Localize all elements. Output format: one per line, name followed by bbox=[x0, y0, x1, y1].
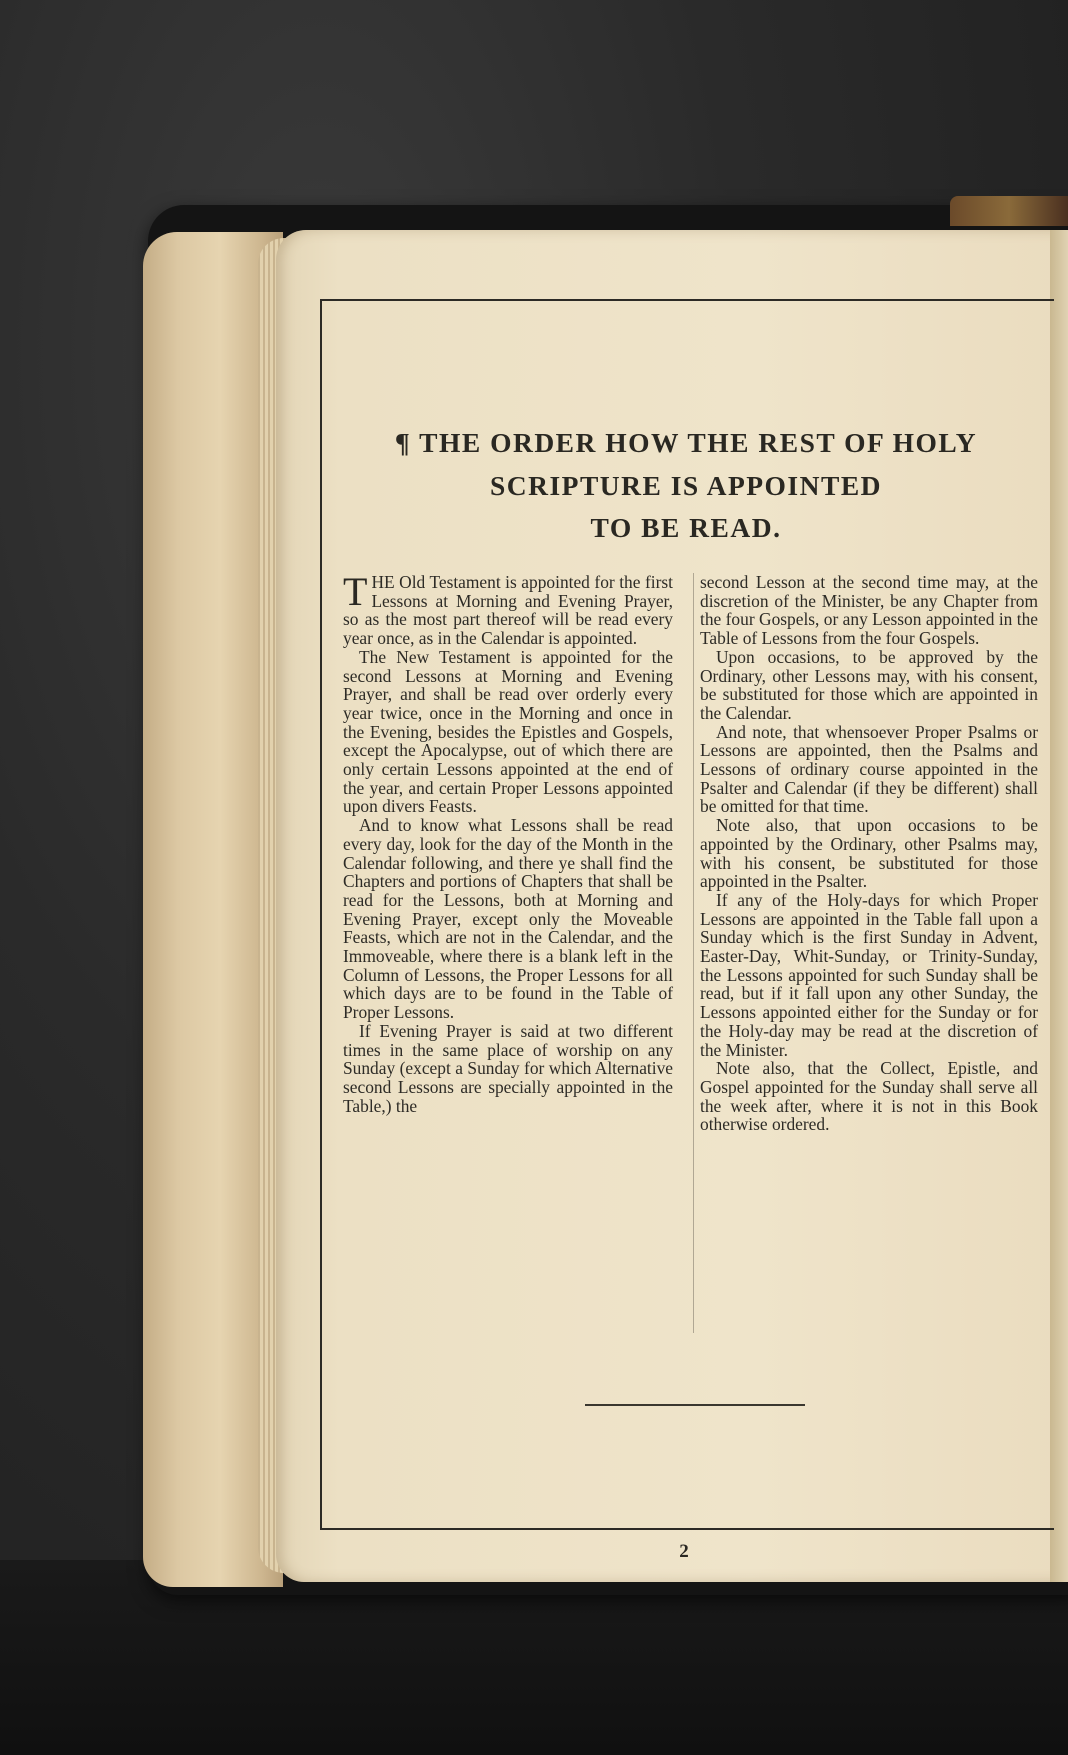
paragraph: If Evening Prayer is said at two different times in the same place of worship on any Sunday (except a Sunday for which Alternative second Lessons are specially appointed in the Table,) the bbox=[343, 1020, 673, 1116]
left-column bbox=[343, 569, 673, 1116]
drop-cap: T bbox=[343, 569, 368, 614]
page-title-line-1: ¶ THE ORDER HOW THE REST OF HOLY bbox=[394, 427, 978, 458]
paragraph bbox=[343, 569, 673, 649]
end-rule bbox=[585, 1404, 805, 1406]
paragraph: And to know what Lessons shall be read every day, look for the day of the Month in the Calendar following, and there ye shall find the Chapters and portions of Chapters that shall be read for the Lessons, both at Morning and Evening Prayer, except only the Moveable Feasts, which are not in the Calendar, and the Immoveable, where there is a blank left in the Column of Lessons, the Proper Lessons for all which days are to be found in the Table of Proper Lessons. bbox=[343, 815, 673, 1023]
paragraph: The New Testament is appointed for the second Lessons at Morning and Evening Prayer, and shall be read over orderly every year twice, once in the Morning and once in the Evening, besides the Epistles and Gospels, except the Apocalypse, out of which there are only certain Lessons appointed at the end of the year, and certain Proper Lessons appointed upon divers Feasts. bbox=[343, 646, 673, 817]
paragraph: And note, that whensoever Proper Psalms or Lessons are appointed, then the Psalms and Lessons of ordinary course appointed in the Psalter and Calendar (if they be different) shall be omitted for that time. bbox=[700, 721, 1038, 817]
page-number: 2 bbox=[679, 1541, 689, 1562]
paragraph: If any of the Holy-days for which Proper Lessons are appointed in the Table fall upon a Sunday which is the first Sunday in Advent, Easter-Day, Whit-Sunday, or Trinity-Sunday, the Lessons appointed for such Sunday shall be read, but if it fall upon any other Sunday, the Lessons appointed either for the Sunday or for the Holy-day may be read at the discretion of the Minister. bbox=[700, 889, 1038, 1060]
paragraph: Upon occasions, to be approved by the Ordinary, other Lessons may, with his consent, be substituted for those which are appointed in the Calendar. bbox=[700, 646, 1038, 723]
column-divider bbox=[693, 573, 694, 1333]
cover-worn-edge bbox=[950, 196, 1068, 226]
paragraph-text: HE Old Testament is appointed for the first Lessons at Morning and Evening Prayer, so as the most part thereof will be read every year once, as in the Calendar is appointed. bbox=[343, 572, 673, 649]
page-title-line-3: TO BE READ. bbox=[590, 512, 782, 543]
page-title-line-2: SCRIPTURE IS APPOINTED bbox=[489, 470, 883, 501]
paragraph: second Lesson at the second time may, at the discretion of the Minister, be any Chapter from the four Gospels, or any Lesson appointed in the Table of Lessons from the four Gospels. bbox=[700, 572, 1038, 649]
paragraph: Note also, that the Collect, Epistle, and Gospel appointed for the Sunday shall serve all the week after, where it is not in this Book otherwise ordered. bbox=[700, 1058, 1038, 1135]
right-column bbox=[700, 573, 1038, 1134]
paragraph: Note also, that upon occasions to be appointed by the Ordinary, other Psalms may, with his consent, be substituted for those appointed in the Psalter. bbox=[700, 815, 1038, 892]
